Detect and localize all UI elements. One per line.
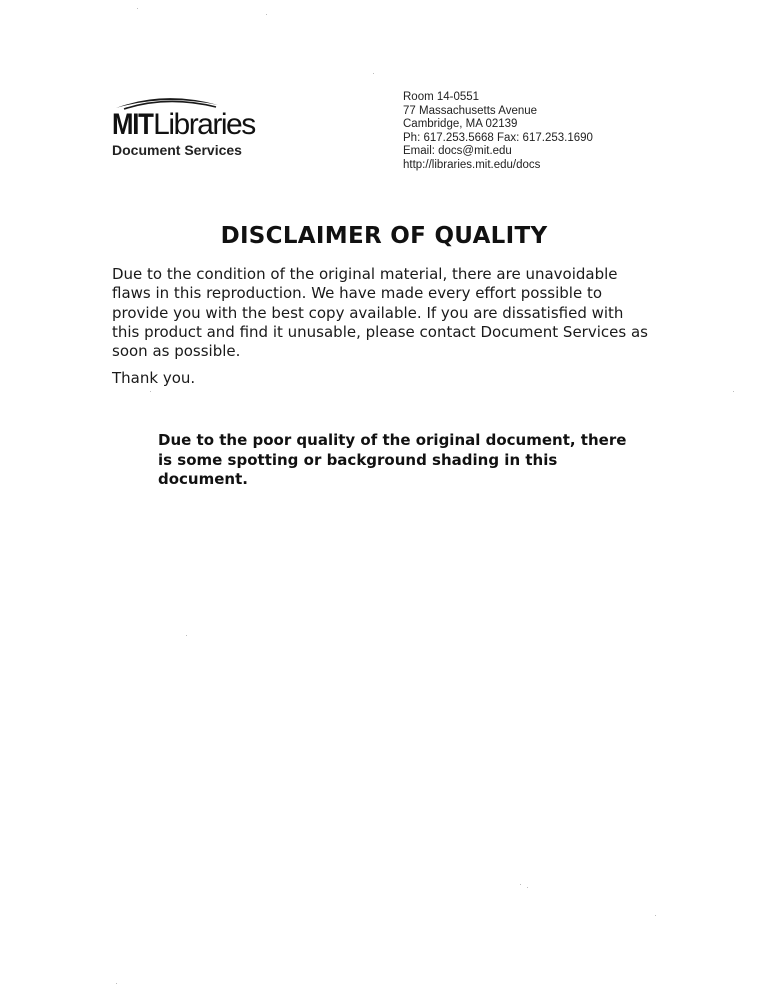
- scan-speck: [116, 983, 117, 984]
- logo-wordmark: [112, 108, 255, 142]
- contact-city: Cambridge, MA 02139: [403, 118, 518, 130]
- logo-libraries-text: Libraries: [153, 108, 255, 141]
- contact-url: http://libraries.mit.edu/docs: [403, 158, 541, 171]
- contact-room: Room 14-0551: [403, 91, 480, 103]
- logo-mit-text: MIT: [112, 108, 153, 141]
- scan-speck: [733, 391, 734, 392]
- thank-you-line: Thank you.: [112, 369, 196, 387]
- scan-speck: [655, 915, 656, 916]
- scan-speck: [186, 635, 187, 636]
- contact-email: Email: docs@mit.edu: [403, 145, 512, 157]
- scan-speck: [527, 887, 528, 888]
- disclaimer-paragraph: Due to the condition of the original material, there are unavoidable flaws in this reproduction. We have made every effort possible to provide you with the best copy available. If you are dissatisfied with this product and find it unusable, please contact Document Services as soon as possible.: [112, 265, 648, 361]
- logo-subtitle: Document Services: [112, 142, 242, 158]
- scan-speck: [520, 884, 521, 885]
- scan-speck: [150, 391, 151, 392]
- contact-phone-fax: Ph: 617.253.5668 Fax: 617.253.1690: [403, 131, 593, 144]
- scan-speck: [373, 73, 374, 74]
- scan-speck: [266, 14, 267, 15]
- quality-notice: Due to the poor quality of the original document, there is some spotting or background shading in this document.: [158, 431, 627, 488]
- contact-street: 77 Massachusetts Avenue: [403, 104, 538, 117]
- contact-block: [403, 91, 593, 172]
- page-title: DISCLAIMER OF QUALITY: [220, 223, 548, 249]
- scan-speck: [137, 8, 138, 9]
- mit-libraries-logo: [112, 88, 262, 168]
